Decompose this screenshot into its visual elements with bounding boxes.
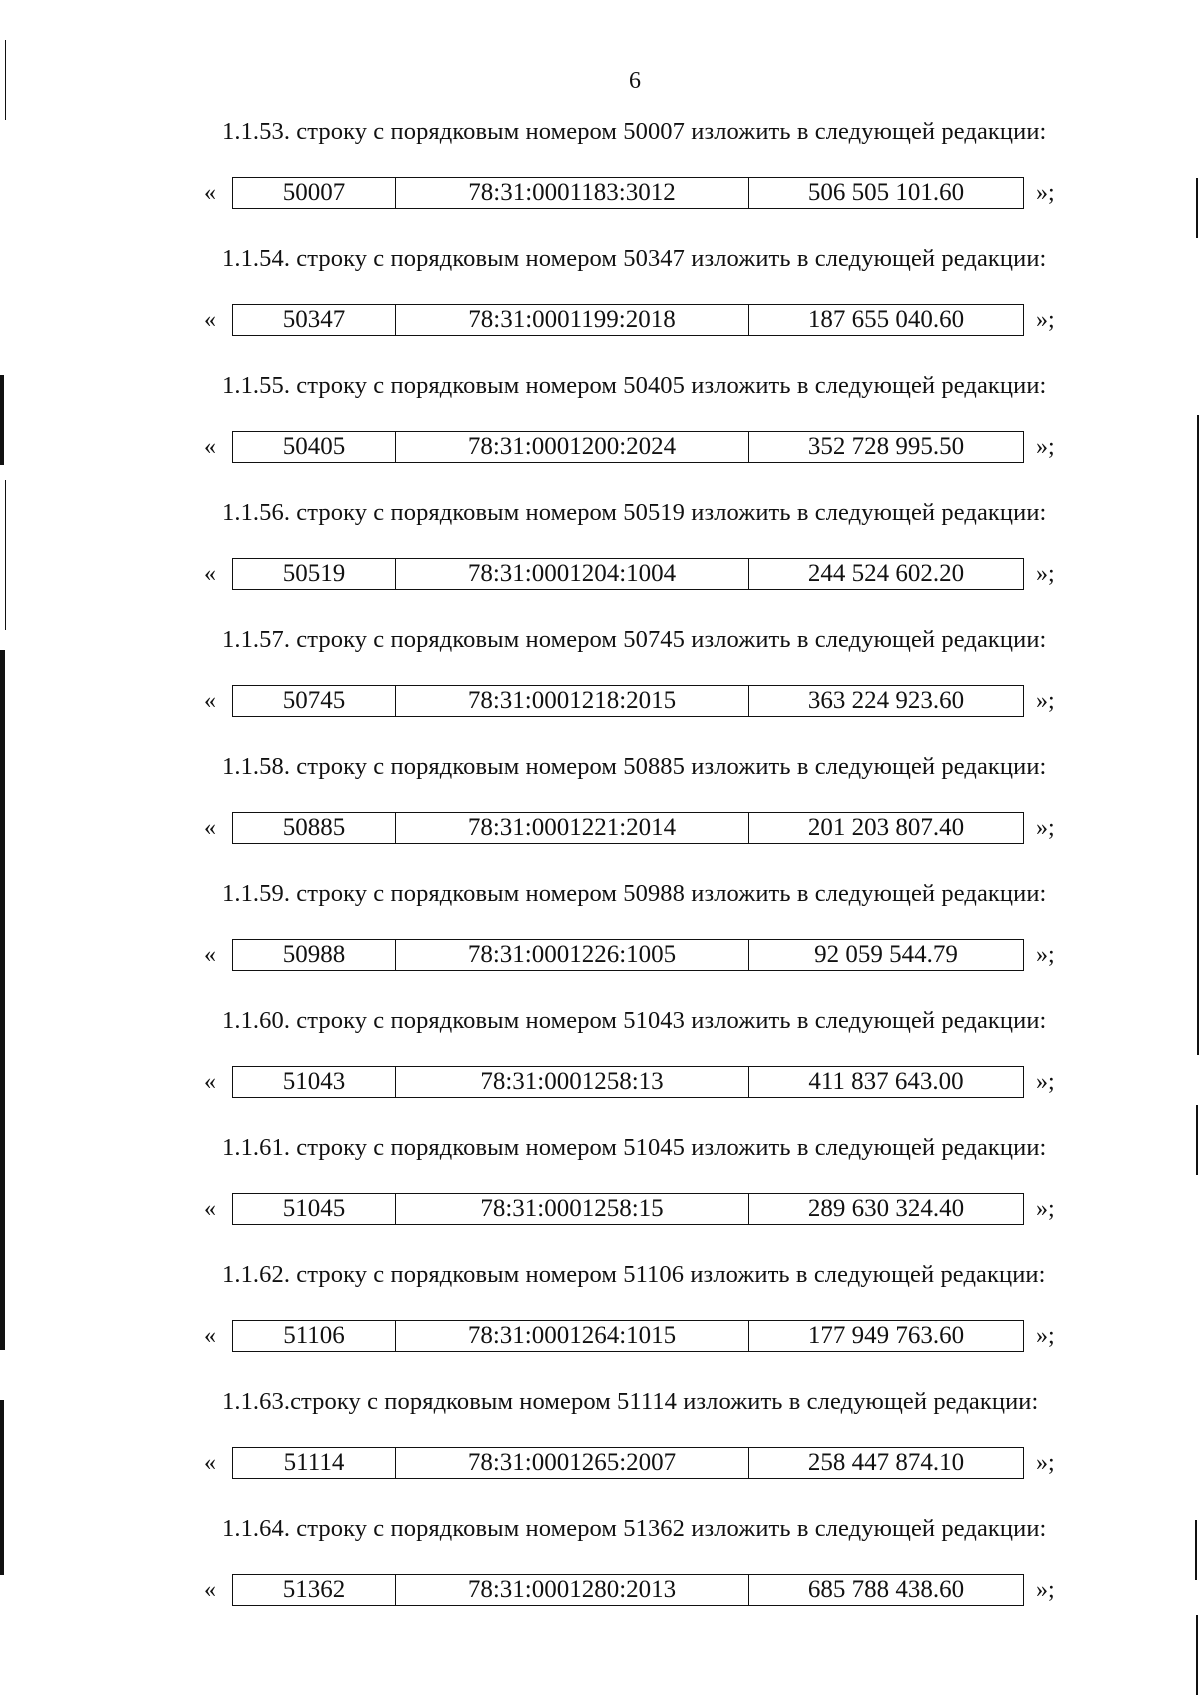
- amendment-entry: [0, 1255, 1200, 1382]
- value-cell: 201 203 807.40: [748, 813, 1023, 843]
- opening-quote: «: [204, 814, 216, 841]
- row-number-cell: 50007: [282, 179, 346, 206]
- amendment-row: [204, 811, 1055, 845]
- row-number-cell: 51362: [282, 1576, 346, 1603]
- amendment-row: [204, 1319, 1055, 1353]
- closing-quote: »;: [1036, 1195, 1055, 1222]
- table-row: [232, 304, 1024, 336]
- closing-quote: »;: [1036, 941, 1055, 968]
- amendment-heading: 1.1.54. строку с порядковым номером 50347 изложить в следующей редакции:: [222, 245, 1047, 272]
- closing-quote: »;: [1036, 560, 1055, 587]
- closing-quote: »;: [1036, 1576, 1055, 1603]
- row-number-cell: 50885: [282, 814, 346, 841]
- table-row: [232, 558, 1024, 590]
- amendment-row: [204, 1573, 1055, 1607]
- opening-quote: «: [204, 941, 216, 968]
- table-row: [232, 812, 1024, 844]
- amendment-heading: 1.1.62. строку с порядковым номером 51106 изложить в следующей редакции:: [222, 1261, 1046, 1288]
- cadastral-number-cell: 78:31:0001258:15: [395, 1194, 748, 1224]
- row-number-cell: 51043: [282, 1068, 346, 1095]
- closing-quote: »;: [1036, 1068, 1055, 1095]
- table-row: [232, 1574, 1024, 1606]
- amendment-heading: 1.1.64. строку с порядковым номером 51362 изложить в следующей редакции:: [222, 1515, 1047, 1542]
- amendment-row: [204, 557, 1055, 591]
- table-row: [232, 685, 1024, 717]
- opening-quote: «: [204, 179, 216, 206]
- amendment-entry: [0, 239, 1200, 366]
- opening-quote: «: [204, 306, 216, 333]
- opening-quote: «: [204, 1068, 216, 1095]
- amendment-row: [204, 684, 1055, 718]
- closing-quote: »;: [1036, 1322, 1055, 1349]
- value-cell: 363 224 923.60: [748, 686, 1023, 716]
- table-row: [232, 431, 1024, 463]
- value-cell: 685 788 438.60: [748, 1575, 1023, 1605]
- amendment-heading: 1.1.60. строку с порядковым номером 51043 изложить в следующей редакции:: [222, 1007, 1047, 1034]
- amendment-row: [204, 938, 1055, 972]
- opening-quote: «: [204, 1449, 216, 1476]
- table-row: [232, 1193, 1024, 1225]
- cadastral-number-cell: 78:31:0001226:1005: [395, 940, 748, 970]
- amendment-row: [204, 303, 1055, 337]
- amendment-heading: 1.1.63.строку с порядковым номером 51114 изложить в следующей редакции:: [222, 1388, 1039, 1415]
- value-cell: 352 728 995.50: [748, 432, 1023, 462]
- amendment-heading: 1.1.61. строку с порядковым номером 51045 изложить в следующей редакции:: [222, 1134, 1047, 1161]
- closing-quote: »;: [1036, 1449, 1055, 1476]
- table-row: [232, 177, 1024, 209]
- amendment-row: [204, 1446, 1055, 1480]
- opening-quote: «: [204, 687, 216, 714]
- value-cell: 244 524 602.20: [748, 559, 1023, 589]
- closing-quote: »;: [1036, 433, 1055, 460]
- opening-quote: «: [204, 1576, 216, 1603]
- row-number-cell: 50519: [282, 560, 346, 587]
- value-cell: 187 655 040.60: [748, 305, 1023, 335]
- opening-quote: «: [204, 433, 216, 460]
- opening-quote: «: [204, 560, 216, 587]
- cadastral-number-cell: 78:31:0001221:2014: [395, 813, 748, 843]
- amendment-entry: [0, 1001, 1200, 1128]
- amendment-heading: 1.1.58. строку с порядковым номером 50885 изложить в следующей редакции:: [222, 753, 1047, 780]
- value-cell: 177 949 763.60: [748, 1321, 1023, 1351]
- amendment-entry: [0, 747, 1200, 874]
- row-number-cell: 51106: [283, 1322, 345, 1349]
- page-number: 6: [629, 68, 641, 94]
- amendment-entry: [0, 1509, 1200, 1636]
- amendment-heading: 1.1.55. строку с порядковым номером 50405 изложить в следующей редакции:: [222, 372, 1047, 399]
- table-row: [232, 1320, 1024, 1352]
- amendment-entry: [0, 874, 1200, 1001]
- amendment-row: [204, 176, 1055, 210]
- amendment-heading: 1.1.53. строку с порядковым номером 50007 изложить в следующей редакции:: [222, 118, 1047, 145]
- cadastral-number-cell: 78:31:0001218:2015: [395, 686, 748, 716]
- amendment-entry: [0, 112, 1200, 239]
- row-number-cell: 50347: [282, 306, 346, 333]
- closing-quote: »;: [1036, 814, 1055, 841]
- cadastral-number-cell: 78:31:0001200:2024: [395, 432, 748, 462]
- amendment-row: [204, 1065, 1055, 1099]
- row-number-cell: 50988: [282, 941, 346, 968]
- amendment-list: [0, 112, 1200, 1636]
- value-cell: 92 059 544.79: [748, 940, 1023, 970]
- value-cell: 289 630 324.40: [748, 1194, 1023, 1224]
- cadastral-number-cell: 78:31:0001265:2007: [395, 1448, 748, 1478]
- cadastral-number-cell: 78:31:0001204:1004: [395, 559, 748, 589]
- table-row: [232, 939, 1024, 971]
- table-row: [232, 1447, 1024, 1479]
- amendment-heading: 1.1.56. строку с порядковым номером 50519 изложить в следующей редакции:: [222, 499, 1047, 526]
- cadastral-number-cell: 78:31:0001183:3012: [395, 178, 748, 208]
- cadastral-number-cell: 78:31:0001280:2013: [395, 1575, 748, 1605]
- amendment-entry: [0, 493, 1200, 620]
- row-number-cell: 50405: [282, 433, 346, 460]
- closing-quote: »;: [1036, 687, 1055, 714]
- cadastral-number-cell: 78:31:0001199:2018: [395, 305, 748, 335]
- amendment-row: [204, 430, 1055, 464]
- row-number-cell: 51045: [282, 1195, 346, 1222]
- table-row: [232, 1066, 1024, 1098]
- row-number-cell: 51114: [283, 1449, 345, 1476]
- amendment-heading: 1.1.57. строку с порядковым номером 50745 изложить в следующей редакции:: [222, 626, 1047, 653]
- value-cell: 258 447 874.10: [748, 1448, 1023, 1478]
- amendment-entry: [0, 620, 1200, 747]
- opening-quote: «: [204, 1195, 216, 1222]
- amendment-entry: [0, 366, 1200, 493]
- value-cell: 411 837 643.00: [748, 1067, 1023, 1097]
- amendment-entry: [0, 1382, 1200, 1509]
- amendment-heading: 1.1.59. строку с порядковым номером 50988 изложить в следующей редакции:: [222, 880, 1047, 907]
- value-cell: 506 505 101.60: [748, 178, 1023, 208]
- opening-quote: «: [204, 1322, 216, 1349]
- row-number-cell: 50745: [282, 687, 346, 714]
- cadastral-number-cell: 78:31:0001258:13: [395, 1067, 748, 1097]
- amendment-row: [204, 1192, 1055, 1226]
- closing-quote: »;: [1036, 179, 1055, 206]
- closing-quote: »;: [1036, 306, 1055, 333]
- amendment-entry: [0, 1128, 1200, 1255]
- cadastral-number-cell: 78:31:0001264:1015: [395, 1321, 748, 1351]
